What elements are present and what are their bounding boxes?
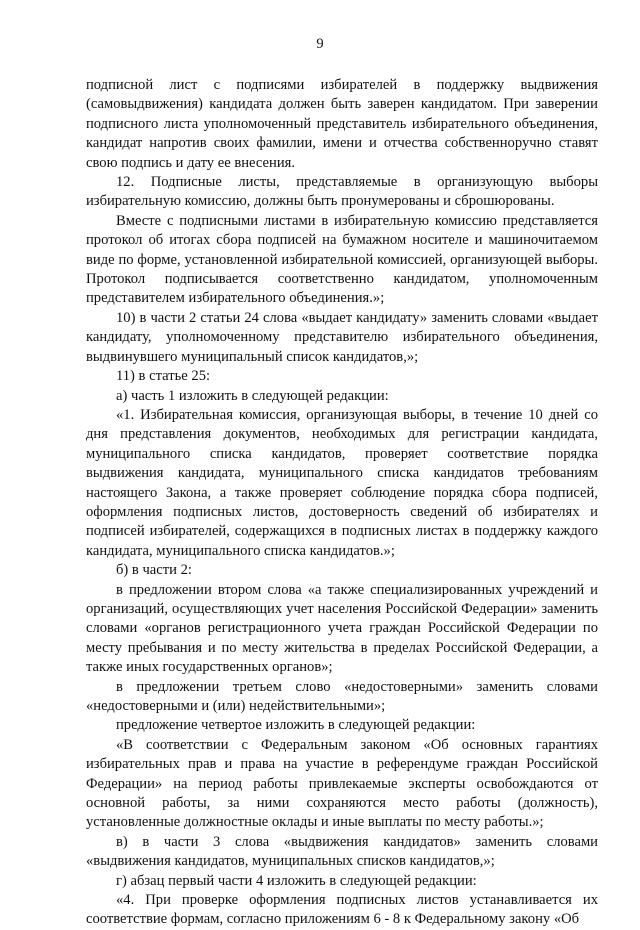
page-number: 9 [316,36,324,52]
paragraph-sub-g: г) абзац первый части 4 изложить в следующей редакции: [116,872,477,889]
paragraph-sub-b: б) в части 2: [116,562,192,579]
paragraph-sentence-two: в предложении втором слова «а также специализированных учреждений и организаций, осуществляющих учет населения Российской Федерации» заменить словами «органов регистрационного учета граждан Российской Федерации по месту пребывания и по месту жительства в пределах Российской Федерации, а также иных государственных органов»; [86,581,598,676]
paragraph-part-1-text: «1. Избирательная комиссия, организующая выборы, в течение 10 дней со дня представления документов, необходимых для регистрации кандидата, муниципального списка кандидатов, проверяет соответствие порядка выдвижения кандидата, муниципального списка кандидатов требованиям настоящего Закона, а также проверяет соблюдение порядка сбора подписей, оформления подписных листов, достоверность сведений об избирателях и подписей избирателей, содержащихся в подписных листах в поддержку каждого кандидата, муниципального списка кандидатов.»; [86,406,598,559]
paragraph-quoted-law: «В соответствии с Федеральным законом «Об основных гарантиях избирательных прав и права на участие в референдуме граждан Российской Федерации» на период работы привлекаемые эксперты освобождаются от основной работы, за ними сохраняются место работы (должность), установленные должностные оклады и иные выплаты по месту работы.»; [86,736,598,831]
document-body [86,76,598,930]
paragraph-sub-a: а) часть 1 изложить в следующей редакции: [116,387,389,404]
paragraph-protocol: Вместе с подписными листами в избирательную комиссию представляется протокол об итогах сбора подписей на бумажном носителе и машиночитаемом виде по форме, установленной избирательной комиссией, организующей выборы. Протокол подписывается соответственно кандидатом, уполномоченным представителем избирательного объединения.»; [86,212,598,307]
paragraph-part-4-text: «4. При проверке оформления подписных листов устанавливается их соответствие формам, согласно приложениям 6 - 8 к Федеральному закону «Об [86,892,598,928]
paragraph-sentence-four: предложение четвертое изложить в следующей редакции: [116,717,476,734]
paragraph-item-10: 10) в части 2 статьи 24 слова «выдает кандидату» заменить словами «выдает кандидату, уполномоченному представителю избирательного объединения, выдвинувшего муниципальный список кандидатов,»; [86,309,598,365]
paragraph-item-12: 12. Подписные листы, представляемые в организующую выборы избирательную комиссию, должны быть пронумерованы и сброшюрованы. [86,174,598,210]
paragraph-continuation: подписной лист с подписями избирателей в поддержку выдвижения (самовыдвижения) кандидата должен быть заверен кандидатом. При заверении подписного листа уполномоченный представитель избирательного объединения, кандидат напротив своих фамилии, имени и отчества собственноручно ставят свою подпись и дату ее внесения. [86,77,598,171]
paragraph-sub-v: в) в части 3 слова «выдвижения кандидатов» заменить словами «выдвижения кандидатов, муниципальных списков кандидатов,»; [86,833,598,870]
paragraph-item-11: 11) в статье 25: [116,368,211,385]
paragraph-sentence-three: в предложении третьем слово «недостоверными» заменить словами «недостоверными и (или) недействительными»; [86,678,598,714]
